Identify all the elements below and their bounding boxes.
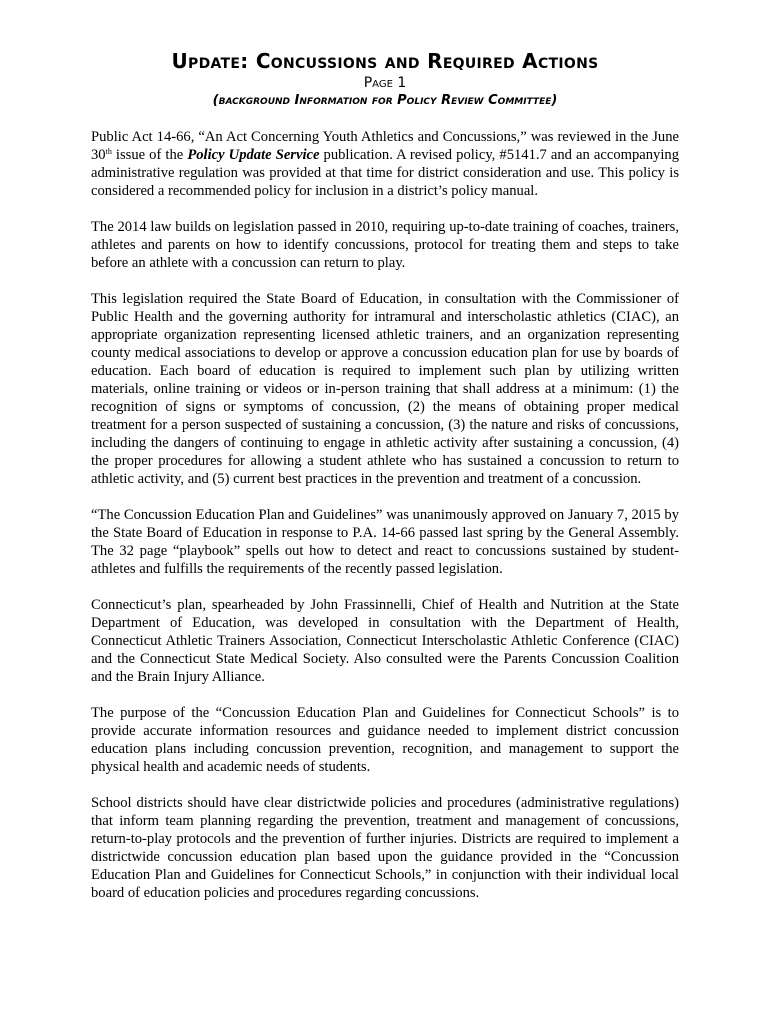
document-subtitle: (background Information for Policy Review Committee) <box>212 93 558 108</box>
paragraph-plan-approval: “The Concussion Education Plan and Guidelines” was unanimously approved on January 7, 2015 by the State Board of Education in response to P.A. 14-66 passed last spring by the General Assembly. The 32 page “playbook” spells out how to detect and react to concussions sustained by student-athletes and fulfills the requirements of the recently passed legislation. <box>91 507 679 577</box>
paragraph-text: publication. A revised policy, #5141.7 and an accompanying administrative regulation was provided at that time for district consideration and use. This policy is considered a recommended policy for inclusion in a district’s policy manual. <box>91 147 679 199</box>
paragraph-public-act <box>91 128 679 200</box>
paragraph-2014-law: The 2014 law builds on legislation passed in 2010, requiring up-to-date training of coaches, trainers, athletes and parents on how to identify concussions, protocol for treating them and steps to take before an athlete with a concussion can return to play. <box>91 219 679 271</box>
ordinal-suffix: th <box>105 147 112 156</box>
page-number: Page 1 <box>363 75 407 91</box>
paragraph-text: Public Act 14-66, “An Act Concerning Youth Athletics and Concussions,” was reviewed in the June 30 <box>91 129 679 163</box>
paragraph-legislation: This legislation required the State Board of Education, in consultation with the Commissioner of Public Health and the governing authority for intramural and interscholastic athletics (CIAC), an appropriate organization representing licensed athletic trainers, and an organization representing county medical associations to develop or approve a concussion education plan for use by boards of education. Each board of education is required to implement such plan by utilizing written materials, online training or videos or in-person training that shall address at a minimum: (1) the recognition of signs or symptoms of concussion, (2) the means of obtaining proper medical treatment for a person suspected of sustaining a concussion, (3) the nature and risks of concussions, including the dangers of continuing to engage in athletic activity after sustaining a concussion, (4) the proper procedures for allowing a student athlete who has sustained a concussion to return to athletic activity, and (5) current best practices in the prevention and treatment of a concussion. <box>91 291 679 487</box>
paragraph-purpose: The purpose of the “Concussion Education Plan and Guidelines for Connecticut Schools” is to provide accurate information resources and guidance needed to implement district concussion education plans including concussion prevention, recognition, and management to support the physical health and academic needs of students. <box>91 705 679 775</box>
document-header <box>0 48 770 110</box>
document-title: Update: Concussions and Required Actions <box>171 49 599 73</box>
publication-name: Policy Update Service <box>187 147 320 163</box>
paragraph-text: issue of the <box>111 147 188 163</box>
paragraph-connecticut-plan: Connecticut’s plan, spearheaded by John Frassinnelli, Chief of Health and Nutrition at the State Department of Education, was developed in consultation with the Department of Health, Connecticut Athletic Trainers Association, Connecticut Interscholastic Athletic Conference (CIAC) and the Connecticut State Medical Society. Also consulted were the Parents Concussion Coalition and the Brain Injury Alliance. <box>91 597 679 685</box>
document-body <box>91 128 679 920</box>
paragraph-school-districts: School districts should have clear districtwide policies and procedures (administrative regulations) that inform team planning regarding the prevention, treatment and management of concussions, return-to-play protocols and the prevention of further injuries. Districts are required to implement a districtwide concussion education plan based upon the guidance provided in the “Concussion Education Plan and Guidelines for Connecticut Schools,” in conjunction with their individual local board of education policies and procedures regarding concussions. <box>91 795 679 901</box>
